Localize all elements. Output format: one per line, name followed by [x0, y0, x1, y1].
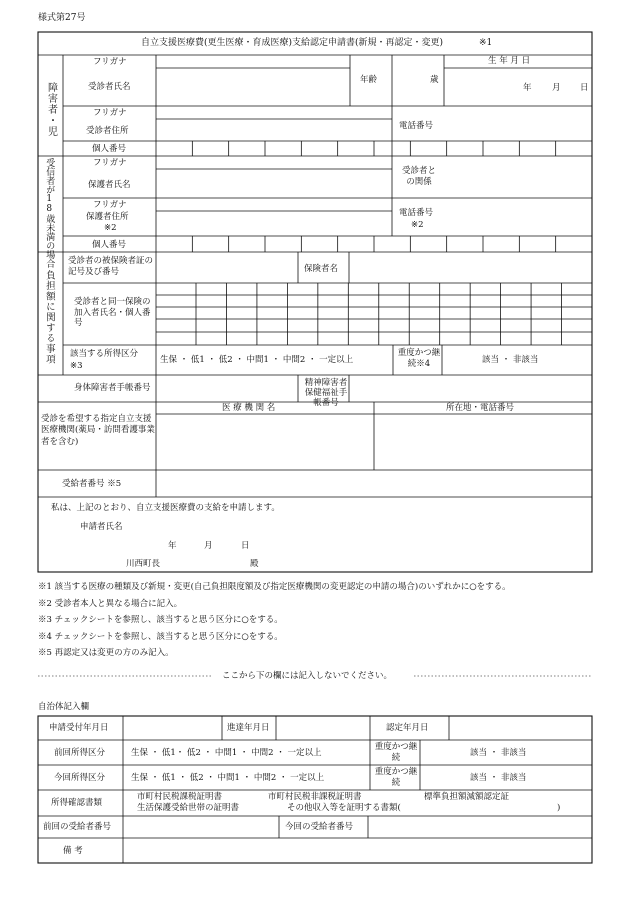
- guardian-phone-note: ※2: [411, 220, 424, 230]
- guardian-relation-label: 受診者との関係: [401, 166, 436, 187]
- patient-phone-field[interactable]: [445, 107, 591, 140]
- age-field[interactable]: [393, 56, 443, 105]
- applicant-name-field[interactable]: [130, 518, 330, 532]
- insurer-label: 保険者名: [304, 264, 339, 274]
- note-4: ※4 チェックシートを参照し、該当すると思う区分に○をする。: [38, 632, 283, 642]
- patient-furigana-field[interactable]: [157, 56, 349, 67]
- institution-address-field[interactable]: [375, 415, 591, 469]
- patient-address-label: 受診者住所: [86, 126, 129, 136]
- note-3: ※3 チェックシートを参照し、該当すると思う区分に○をする。: [38, 615, 283, 625]
- received-date-field[interactable]: [124, 717, 221, 739]
- patient-name-label: 受診者氏名: [88, 82, 131, 92]
- severe-continuous-label: 重度かつ継続※4: [397, 348, 441, 369]
- doc-nontax-certificate[interactable]: 市町村民税非課税証明書: [268, 792, 362, 802]
- guardian-address-label: 保護者住所: [86, 212, 129, 222]
- insurance-number-label: 受診者の被保険者証の記号及び番号: [68, 256, 154, 277]
- guardian-id-field[interactable]: [157, 237, 591, 251]
- birth-label: 生 年 月 日: [488, 56, 531, 66]
- patient-name-field[interactable]: [157, 69, 349, 105]
- income-class-options[interactable]: 生保 ・ 低1 ・ 低2 ・ 中間1 ・ 中間2 ・ 一定以上: [160, 355, 354, 365]
- office-section-title: 自治体記入欄: [38, 702, 90, 712]
- cur-severe-label: 重度かつ継続: [374, 767, 418, 788]
- income-docs-label: 所得確認書類: [51, 798, 103, 808]
- remarks-field[interactable]: [124, 839, 591, 862]
- institution-name-header: 医 療 機 関 名: [222, 403, 276, 413]
- declaration-day: 日: [241, 541, 250, 551]
- income-class-label: 該当する所得区分: [70, 349, 139, 359]
- age-unit: 歳: [430, 75, 439, 85]
- note-2: ※2 受診者本人と異なる場合に記入。: [38, 599, 183, 609]
- patient-furigana2-label: フリガナ: [93, 108, 127, 118]
- institution-label: 受診を希望する指定自立支援医療機関(薬局・訪問看護事業者を含む): [41, 414, 155, 447]
- honorific: 殿: [250, 559, 259, 569]
- guardian-address-field[interactable]: [157, 212, 391, 235]
- birth-day-label: 日: [580, 83, 589, 93]
- applicant-name-label: 申請者氏名: [80, 522, 123, 532]
- doc-other-income-close: ): [557, 803, 561, 813]
- patient-address-field[interactable]: [157, 120, 391, 140]
- birth-date-field[interactable]: [445, 69, 591, 105]
- remarks-label: 備 考: [63, 846, 83, 856]
- patient-phone-label: 電話番号: [399, 121, 434, 131]
- declaration-month: 月: [204, 541, 213, 551]
- disability-book-label: 身体障害者手帳番号: [74, 383, 151, 393]
- patient-id-label: 個人番号: [92, 144, 127, 154]
- prev-income-options[interactable]: 生保 ・ 低1・ 低2 ・ 中間1 ・ 中間2 ・ 一定以上: [131, 748, 322, 758]
- guardian-phone-label: 電話番号: [399, 208, 434, 218]
- guardian-name-field[interactable]: [157, 170, 391, 197]
- progress-date-label: 進達年月日: [227, 723, 270, 733]
- insurance-number-field[interactable]: [157, 253, 297, 282]
- recipient-number-field[interactable]: [157, 471, 591, 496]
- doc-standard-burden[interactable]: 標準負担額減額認定証: [424, 792, 510, 802]
- doc-other-income[interactable]: その他収入等を証明する書類(: [287, 803, 401, 813]
- certified-date-field[interactable]: [450, 717, 591, 739]
- mental-book-label: 精神障害者保健福祉手帳番号: [304, 378, 348, 409]
- title-note: ※1: [479, 38, 493, 48]
- certified-date-label: 認定年月日: [386, 723, 429, 733]
- cur-income-label: 今回所得区分: [54, 773, 106, 783]
- doc-welfare-certificate[interactable]: 生活保護受給世帯の証明書: [137, 803, 240, 813]
- mayor-label: 川西町長: [126, 559, 161, 569]
- patient-id-field[interactable]: [157, 142, 591, 155]
- institution-address-header: 所在地・電話番号: [446, 403, 515, 413]
- doc-tax-certificate[interactable]: 市町村民税課税証明書: [137, 792, 223, 802]
- age-label: 年齢: [360, 75, 378, 85]
- insurer-field[interactable]: [350, 253, 591, 282]
- mental-book-field[interactable]: [350, 376, 591, 401]
- recipient-number-label: 受給者番号 ※5: [62, 479, 122, 489]
- disability-book-field[interactable]: [157, 376, 297, 401]
- birth-month-label: 月: [552, 83, 561, 93]
- guardian-phone-field[interactable]: [445, 199, 591, 235]
- prev-income-label: 前回所得区分: [54, 748, 106, 758]
- prev-severe-options[interactable]: 該当 ・ 非該当: [470, 748, 527, 758]
- note-5: ※5 再認定又は変更の方のみ記入。: [38, 648, 174, 658]
- received-date-label: 申請受付年月日: [49, 723, 109, 733]
- progress-date-field[interactable]: [277, 717, 369, 739]
- institution-name-field[interactable]: [157, 415, 373, 469]
- separator-text: ここから下の欄には記入しないでください。: [222, 671, 393, 681]
- note-1: ※1 該当する医療の種類及び新規・変更(自己負担限度額及び指定医療機関の変更認定の申請の場合)のいずれかに○をする。: [38, 582, 511, 592]
- cur-recipient-no-label: 今回の受給者番号: [285, 822, 354, 832]
- patient-side-label: 障害者・児: [45, 82, 57, 137]
- guardian-furigana2-label: フリガナ: [93, 200, 127, 210]
- prev-recipient-no-label: 前回の受給者番号: [43, 822, 112, 832]
- income-class-note: ※3: [70, 361, 83, 371]
- patient-furigana-label: フリガナ: [93, 57, 127, 67]
- prev-severe-label: 重度かつ継続: [374, 742, 418, 763]
- form-number: 様式第27号: [38, 13, 86, 23]
- declaration-text: 私は、上記のとおり、自立支援医療費の支給を申請します。: [51, 503, 280, 513]
- form-title: 自立支援医療費(更生医療・育成医療)支給認定申請書(新規・再認定・変更): [141, 38, 444, 48]
- guardian-address-note: ※2: [104, 223, 117, 233]
- cur-recipient-no-field[interactable]: [369, 817, 591, 837]
- cur-severe-options[interactable]: 該当 ・ 非該当: [470, 773, 527, 783]
- prev-recipient-no-field[interactable]: [124, 817, 278, 837]
- severe-continuous-options[interactable]: 該当 ・ 非該当: [482, 355, 539, 365]
- birth-year-label: 年: [523, 83, 532, 93]
- guardian-name-label: 保護者氏名: [88, 180, 131, 190]
- same-insurance-members-label: 受診者と同一保険の加入者氏名・個人番号: [74, 297, 151, 329]
- guardian-furigana-label: フリガナ: [93, 158, 127, 168]
- burden-side-label: 負担額に関する事項: [43, 270, 55, 365]
- guardian-relation-field[interactable]: [445, 157, 591, 197]
- guardian-id-label: 個人番号: [92, 240, 127, 250]
- declaration-year: 年: [168, 541, 177, 551]
- guardian-side-label: 受信者が18歳未満の場合: [44, 158, 55, 268]
- cur-income-options[interactable]: 生保 ・ 低1 ・ 低2 ・ 中間1 ・ 中間2 ・ 一定以上: [131, 773, 325, 783]
